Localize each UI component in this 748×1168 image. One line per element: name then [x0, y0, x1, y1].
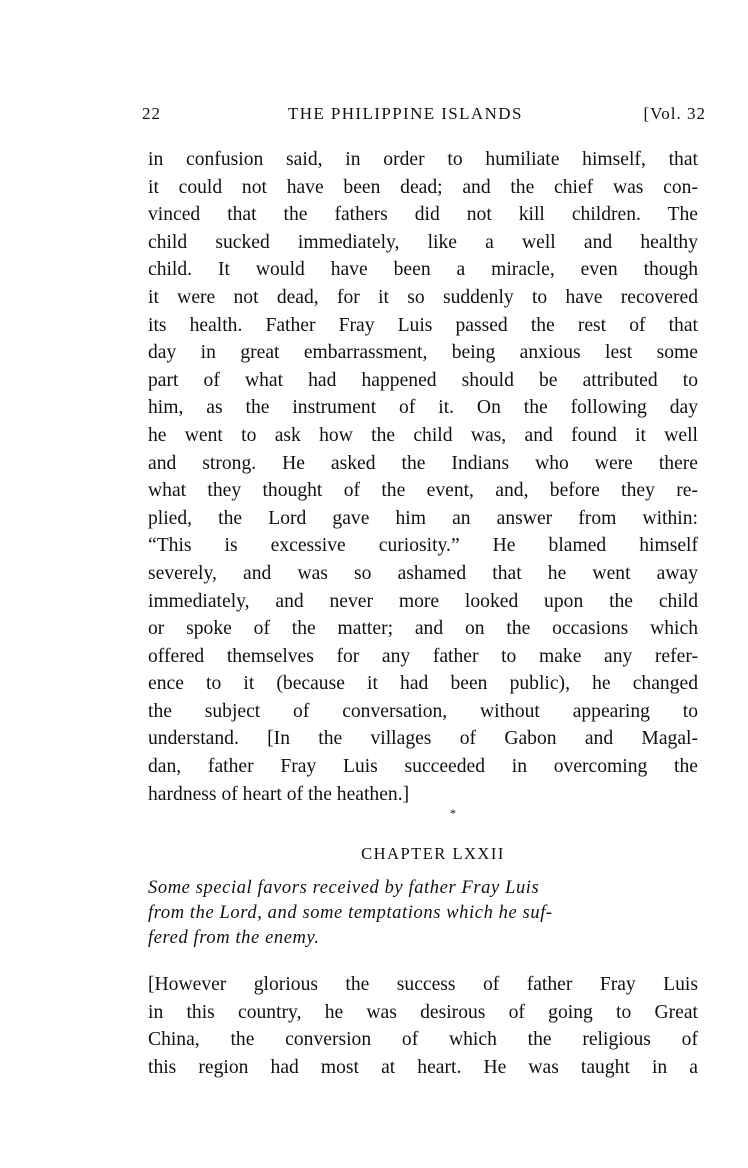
text-line: severely, and was so ashamed that he went away	[148, 562, 698, 584]
chapter-body-paragraph	[148, 971, 698, 1081]
text-line: part of what had happened should be attributed to	[148, 369, 698, 391]
running-head	[142, 100, 706, 130]
summary-line: Some special favors received by father Fray Luis	[148, 878, 540, 899]
page-number: 22	[142, 104, 161, 123]
chapter-summary	[148, 876, 698, 951]
text-line: hardness of heart of the heathen.]	[148, 783, 410, 805]
text-line: in confusion said, in order to humiliate himself, that	[148, 149, 698, 170]
summary-line: from the Lord, and some temptations which he suf-	[148, 903, 553, 924]
text-line: [However glorious the success of father Fray Luis	[148, 974, 698, 996]
text-line: day in great embarrassment, being anxious lest some	[148, 342, 698, 364]
ornament: *	[450, 806, 456, 821]
text-line: vinced that the fathers did not kill children. The	[148, 204, 698, 226]
text-line: immediately, and never more looked upon the child	[148, 590, 698, 612]
text-line: what they thought of the event, and, before they re-	[148, 480, 698, 502]
text-line: child. It would have been a miracle, even though	[148, 259, 698, 281]
text-line: dan, father Fray Luis succeeded in overcoming the	[148, 756, 698, 778]
text-line: China, the conversion of which the religious of	[148, 1029, 698, 1051]
book-page	[142, 100, 706, 1082]
chapter-heading: CHAPTER LXXII	[361, 844, 505, 864]
summary-line: fered from the enemy.	[148, 928, 320, 949]
text-line: he went to ask how the child was, and found it well	[148, 424, 698, 446]
text-line: or spoke of the matter; and on the occasions which	[148, 618, 698, 640]
text-line: it were not dead, for it so suddenly to have recovered	[148, 286, 698, 308]
volume-marker: [Vol. 32	[643, 104, 706, 123]
text-line: ence to it (because it had been public), he changed	[148, 673, 698, 695]
text-line: “This is excessive curiosity.” He blamed himself	[148, 535, 698, 557]
running-title: THE PHILIPPINE ISLANDS	[288, 104, 523, 123]
text-line: this region had most at heart. He was taught in a	[148, 1057, 698, 1079]
text-line: and strong. He asked the Indians who were there	[148, 452, 698, 474]
text-line: the subject of conversation, without appearing to	[148, 700, 698, 722]
text-line: plied, the Lord gave him an answer from within:	[148, 507, 698, 529]
text-line: child sucked immediately, like a well and healthy	[148, 231, 698, 253]
text-line: it could not have been dead; and the chief was con-	[148, 176, 698, 198]
body-paragraph	[148, 146, 698, 808]
text-line: offered themselves for any father to make any refer-	[148, 645, 698, 667]
text-line: him, as the instrument of it. On the following day	[148, 397, 698, 419]
text-line: in this country, he was desirous of going to Great	[148, 1001, 698, 1023]
text-line: its health. Father Fray Luis passed the rest of that	[148, 314, 698, 336]
text-line: understand. [In the villages of Gabon and Magal-	[148, 728, 698, 750]
